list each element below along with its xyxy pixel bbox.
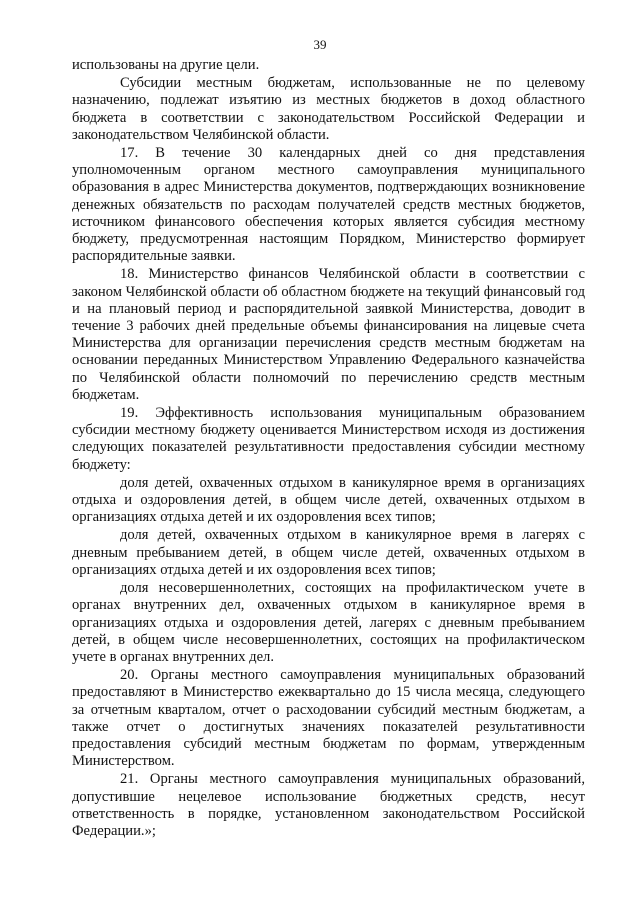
indicator-item-3: доля несовершеннолетних, состоящих на профилактическом учете в органах внутренних дел, охваченных отдыхом в каникулярное время в организациях отдыха и оздоровления детей, лагерях с дневным пребыванием детей, в общем числе несовершеннолетних, состоящих на профилактическом учете в органах внутренних дел.: [72, 580, 585, 665]
paragraph-19: 19. Эффективность использования муниципальным образованием субсидии местному бюджету оценивается Министерством исходя из достижения следующих показателей результативности предоставления субсидии местному бюджету:: [72, 405, 585, 473]
paragraph-17: 17. В течение 30 календарных дней со дня представления уполномоченным органом местного самоуправления муниципального образования в адрес Министерства документов, подтверждающих возникновение денежных обязательств по расходам получателей средств местных бюджетов, источником финансового обеспечения которых является субсидия местному бюджету, предусмотренная настоящим Порядком, Министерство формирует распорядительные заявки.: [72, 145, 585, 265]
document-body: [72, 57, 585, 841]
indicator-item-1: доля детей, охваченных отдыхом в каникулярное время в организациях отдыха и оздоровления детей, в общем числе детей, охваченных отдыхом в организациях отдыха детей и их оздоровления всех типов;: [72, 474, 585, 526]
paragraph-20: 20. Органы местного самоуправления муниципальных образований предоставляют в Министерство ежеквартально до 15 числа месяца, следующего за отчетным кварталом, отчет о расходовании субсидий местным бюджетам, а также отчет о достигнутых значениях показателей результативности предоставления субсидий местным бюджетам по формам, утвержденным Министерством.: [72, 667, 585, 770]
indicator-item-2: доля детей, охваченных отдыхом в каникулярное время в лагерях с дневным пребыванием детей, в общем числе детей, охваченных отдыхом в организациях отдыха детей и их оздоровления всех типов;: [72, 527, 585, 578]
paragraph-continuation: использованы на другие цели.: [72, 57, 260, 73]
paragraph-subsidy-misuse: Субсидии местным бюджетам, использованные не по целевому назначению, подлежат изъятию из местных бюджетов в доход областного бюджета в соответствии с законодательством Российской Федерации и законодательством Челябинской области.: [72, 75, 585, 143]
page-number: 39: [313, 37, 327, 52]
paragraph-21: 21. Органы местного самоуправления муниципальных образований, допустившие нецелевое использование бюджетных средств, несут ответственность в порядке, установленном законодательством Российской Федерации.»;: [72, 771, 585, 839]
paragraph-18: 18. Министерство финансов Челябинской области в соответствии с законом Челябинской области об областном бюджете на текущий финансовый год и на плановый период и распорядительной заявкой Министерства, доводит в течение 3 рабочих дней предельные объемы финансирования на лицевые счета Министерства для организации перечисления средств местным бюджетам на основании переданных Министерством Управлению Федерального казначейства по Челябинской области полномочий по перечислению средств местным бюджетам.: [72, 266, 585, 403]
